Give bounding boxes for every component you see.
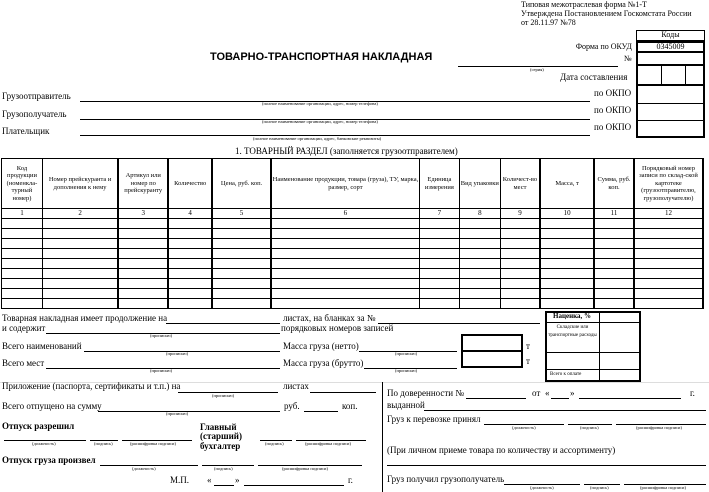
table-cell[interactable] <box>594 229 634 239</box>
table-cell[interactable] <box>459 289 500 299</box>
col-number: 2 <box>42 209 118 219</box>
table-cell[interactable] <box>168 279 212 289</box>
mass-gross-hint: (прописью) <box>395 368 418 373</box>
table-cell[interactable] <box>540 249 594 259</box>
table-cell[interactable] <box>2 289 43 299</box>
table-cell[interactable] <box>594 269 634 279</box>
okud-code-field[interactable]: 0345009 <box>636 41 705 53</box>
release-position-hint: (должность) <box>32 441 56 446</box>
consignee-label: Грузополучатель <box>2 109 67 119</box>
okpo-label-consignee: по ОКПО <box>594 105 632 115</box>
stamp-label: М.П. <box>170 475 190 485</box>
col-header: Сумма, руб. коп. <box>594 159 634 209</box>
proxy-year-label: г. <box>690 388 695 398</box>
table-cell[interactable] <box>459 259 500 269</box>
shipper-hint: (полное наименование организации, адрес, номер телефона) <box>262 101 378 106</box>
table-cell[interactable] <box>212 249 271 259</box>
table-cell[interactable] <box>271 269 419 279</box>
table-cell[interactable] <box>459 269 500 279</box>
received-signature-hint: (подпись) <box>590 485 609 490</box>
series-hint: (серия) <box>530 67 544 72</box>
chief-decode-hint: (расшифровка подписи) <box>305 441 351 446</box>
table-cell[interactable] <box>168 269 212 279</box>
issued-field[interactable] <box>424 410 706 411</box>
table-cell[interactable] <box>271 249 419 259</box>
markup-title: Наценка, % <box>553 312 592 320</box>
table-cell[interactable] <box>2 249 43 259</box>
continuation-label: Товарная накладная имеет продолжение на <box>2 313 168 323</box>
date-divider-1 <box>661 66 662 86</box>
table-cell[interactable] <box>42 279 118 289</box>
serial-records-label: порядковых номеров записей <box>281 323 394 333</box>
total-names-label: Всего наименований <box>2 341 82 351</box>
table-cell[interactable] <box>271 299 419 309</box>
col-number: 6 <box>271 209 419 219</box>
table-cell[interactable] <box>459 299 500 309</box>
table-cell[interactable] <box>500 259 540 269</box>
table-cell[interactable] <box>634 279 703 289</box>
form-date-line: от 28.11.97 №78 <box>521 17 576 27</box>
table-row <box>2 249 704 259</box>
cargo-accepted-label: Груз к перевозке принял <box>387 414 481 424</box>
table-cell[interactable] <box>634 219 703 229</box>
table-cell[interactable] <box>634 249 703 259</box>
records-hint: (прописью) <box>150 333 173 338</box>
personal-receipt-field[interactable] <box>387 465 706 466</box>
table-cell[interactable] <box>500 219 540 229</box>
table-cell[interactable] <box>594 289 634 299</box>
rub-label: руб. <box>284 401 300 411</box>
col-number: 12 <box>634 209 703 219</box>
table-cell[interactable] <box>634 269 703 279</box>
table-row <box>2 239 704 249</box>
chief-signature-hint: (подпись) <box>265 441 284 446</box>
mass-gross-label: Масса груза (брутто) <box>283 358 364 368</box>
attachment-hint: (прописью) <box>212 393 235 398</box>
table-cell[interactable] <box>118 229 168 239</box>
table-cell[interactable] <box>168 219 212 229</box>
release-decode-hint: (расшифровка подписи) <box>130 441 176 446</box>
table-number-row <box>2 209 704 219</box>
number-label: № <box>624 54 632 63</box>
table-cell[interactable] <box>540 279 594 289</box>
okpo-label-shipper: по ОКПО <box>594 88 632 98</box>
table-cell[interactable] <box>212 299 271 309</box>
payer-label: Плательщик <box>2 126 50 136</box>
table-cell[interactable] <box>419 219 459 229</box>
released-sum-label: Всего отпущено на сумму <box>2 401 102 411</box>
table-cell[interactable] <box>419 299 459 309</box>
table-cell[interactable] <box>500 229 540 239</box>
table-cell[interactable] <box>42 289 118 299</box>
table-cell[interactable] <box>594 239 634 249</box>
table-cell[interactable] <box>594 249 634 259</box>
table-cell[interactable] <box>419 259 459 269</box>
table-cell[interactable] <box>42 249 118 259</box>
table-cell[interactable] <box>594 259 634 269</box>
table-cell[interactable] <box>168 239 212 249</box>
table-cell[interactable] <box>2 269 43 279</box>
col-header: Цена, руб. коп. <box>212 159 271 209</box>
table-row <box>2 229 704 239</box>
stamp-month-field[interactable] <box>244 485 344 486</box>
table-row <box>2 269 704 279</box>
form-info <box>521 1 709 27</box>
col-number: 1 <box>2 209 43 219</box>
col-number: 7 <box>419 209 459 219</box>
consignee-hint: (полное наименование организации, адрес, номер телефона) <box>262 119 378 124</box>
col-header: Артикул или номер по прейскуранту <box>118 159 168 209</box>
table-row <box>2 279 704 289</box>
table-cell[interactable] <box>42 229 118 239</box>
col-header: Порядковый номер записи по склад-ской картотеке (грузоотправителю, грузополучателю) <box>634 159 703 209</box>
proxy-month-field[interactable] <box>579 398 681 399</box>
payer-hint: (полное наименование организации, адрес, банковские реквизиты) <box>253 136 382 141</box>
table-cell[interactable] <box>459 239 500 249</box>
table-cell[interactable] <box>212 219 271 229</box>
form-approval-line: Утверждена Постановлением Госкомстата России <box>521 8 692 18</box>
proxy-label: По доверенности № <box>387 388 464 398</box>
table-cell[interactable] <box>168 229 212 239</box>
table-cell[interactable] <box>2 229 43 239</box>
cargo-received-label: Груз получил грузополучатель <box>387 474 505 484</box>
proxy-day-field[interactable] <box>551 398 569 399</box>
stamp-day-field[interactable] <box>214 485 234 486</box>
table-cell[interactable] <box>168 259 212 269</box>
table-cell[interactable] <box>2 259 43 269</box>
released-signature-hint: (подпись) <box>214 466 233 471</box>
table-cell[interactable] <box>212 289 271 299</box>
contains-label: и содержит <box>2 323 46 333</box>
table-cell[interactable] <box>212 269 271 279</box>
table-cell[interactable] <box>419 239 459 249</box>
table-cell[interactable] <box>42 219 118 229</box>
table-row <box>2 299 704 309</box>
total-places-label: Всего мест <box>2 358 45 368</box>
released-decode-hint: (расшифровка подписи) <box>282 466 328 471</box>
table-cell[interactable] <box>118 289 168 299</box>
col-header: Вид упаковки <box>459 159 500 209</box>
markup-divider-1 <box>545 322 641 323</box>
table-cell[interactable] <box>500 289 540 299</box>
table-cell[interactable] <box>459 219 500 229</box>
accepted-position-hint: (должность) <box>512 425 536 430</box>
table-cell[interactable] <box>118 239 168 249</box>
table-cell[interactable] <box>271 279 419 289</box>
col-number: 8 <box>459 209 500 219</box>
received-decode-hint: (расшифровка подписи) <box>640 485 686 490</box>
release-allowed-label: Отпуск разрешил <box>2 421 75 431</box>
okpo-divider-2 <box>636 120 705 121</box>
released-position-hint: (должность) <box>132 466 156 471</box>
col-header: Единица измерения <box>419 159 459 209</box>
attachment-sheets-label: листах <box>283 381 309 391</box>
table-cell[interactable] <box>594 219 634 229</box>
col-header: Количество <box>168 159 212 209</box>
col-number: 5 <box>212 209 271 219</box>
markup-divider-2 <box>545 352 641 353</box>
total-names-hint: (прописью) <box>166 351 189 356</box>
col-header: Количест-во мест <box>500 159 540 209</box>
table-cell[interactable] <box>634 289 703 299</box>
table-cell[interactable] <box>168 289 212 299</box>
quote-close: » <box>235 475 240 485</box>
table-cell[interactable] <box>2 299 43 309</box>
table-cell[interactable] <box>271 289 419 299</box>
shipper-label: Грузоотправитель <box>2 91 71 101</box>
from-label: от <box>532 388 541 398</box>
continuation-sheets-field[interactable] <box>166 323 280 324</box>
accepted-signature-hint: (подпись) <box>580 425 599 430</box>
table-cell[interactable] <box>419 289 459 299</box>
table-cell[interactable] <box>118 219 168 229</box>
mass-net-hint: (прописью) <box>395 351 418 356</box>
table-cell[interactable] <box>168 249 212 259</box>
table-body <box>2 219 704 309</box>
table-cell[interactable] <box>459 279 500 289</box>
table-cell[interactable] <box>271 259 419 269</box>
col-number: 11 <box>594 209 634 219</box>
okpo-divider-1 <box>636 103 705 104</box>
table-cell[interactable] <box>42 259 118 269</box>
table-cell[interactable] <box>540 229 594 239</box>
table-cell[interactable] <box>42 239 118 249</box>
table-cell[interactable] <box>2 239 43 249</box>
table-cell[interactable] <box>540 239 594 249</box>
kop-label: коп. <box>342 401 358 411</box>
table-cell[interactable] <box>419 229 459 239</box>
table-cell[interactable] <box>118 269 168 279</box>
table-cell[interactable] <box>118 249 168 259</box>
okud-label: Форма по ОКУД <box>575 42 632 51</box>
forms-number-field[interactable] <box>378 323 540 324</box>
personal-receipt-label: (При личном приеме товара по количеству и ассортименту) <box>387 445 616 455</box>
warehouse-label: Складские или транспортные расходы <box>548 325 597 338</box>
col-header: Номер прейскуранта и дополнения к нему <box>42 159 118 209</box>
kop-field[interactable] <box>304 411 338 412</box>
col-header: Код продукции (номенкла-турный номер) <box>2 159 43 209</box>
table-cell[interactable] <box>500 239 540 249</box>
codes-header: Коды <box>636 30 705 41</box>
table-cell[interactable] <box>594 279 634 289</box>
col-number: 3 <box>118 209 168 219</box>
col-header: Масса, т <box>540 159 594 209</box>
table-cell[interactable] <box>118 299 168 309</box>
okpo-label-payer: по ОКПО <box>594 122 632 132</box>
table-cell[interactable] <box>634 259 703 269</box>
okpo-code-fields[interactable] <box>636 86 705 138</box>
stamp-year-label: г. <box>348 475 353 485</box>
mass-net-unit: т <box>526 341 530 351</box>
issued-label: выданной <box>387 400 425 410</box>
col-number: 9 <box>500 209 540 219</box>
table-cell[interactable] <box>168 299 212 309</box>
number-code-field[interactable] <box>636 53 705 66</box>
quote-open: « <box>207 475 212 485</box>
proxy-quote-open: « <box>545 388 550 398</box>
released-by-label: Отпуск груза произвел <box>2 455 96 465</box>
release-signature-hint: (подпись) <box>94 441 113 446</box>
table-cell[interactable] <box>634 299 703 309</box>
received-position-hint: (должность) <box>530 485 554 490</box>
form-type-line: Типовая межотраслевая форма №1-Т <box>521 0 647 9</box>
mass-net-label: Масса груза (нетто) <box>283 341 359 351</box>
lower-divider <box>382 382 383 492</box>
chief-accountant-label: Главный (старший) бухгалтер <box>200 422 242 451</box>
table-cell[interactable] <box>459 229 500 239</box>
col-number: 4 <box>168 209 212 219</box>
total-places-hint: (прописью) <box>150 368 173 373</box>
table-cell[interactable] <box>2 279 43 289</box>
table-cell[interactable] <box>419 249 459 259</box>
released-sum-field[interactable] <box>98 411 280 412</box>
mass-net-box[interactable] <box>461 334 523 352</box>
table-cell[interactable] <box>459 249 500 259</box>
table-cell[interactable] <box>500 279 540 289</box>
table-cell[interactable] <box>212 239 271 249</box>
table-cell[interactable] <box>212 259 271 269</box>
table-cell[interactable] <box>540 289 594 299</box>
markup-divider-3 <box>545 369 641 370</box>
goods-table <box>1 158 704 309</box>
date-code-field[interactable] <box>636 66 705 86</box>
table-cell[interactable] <box>500 299 540 309</box>
table-cell[interactable] <box>540 219 594 229</box>
table-cell[interactable] <box>634 239 703 249</box>
table-cell[interactable] <box>419 279 459 289</box>
mass-gross-unit: т <box>526 356 530 366</box>
date-label: Дата составления <box>560 72 628 82</box>
table-cell[interactable] <box>118 259 168 269</box>
table-cell[interactable] <box>42 269 118 279</box>
table-cell[interactable] <box>212 229 271 239</box>
total-pay-label: Всего к оплате <box>550 372 582 377</box>
table-cell[interactable] <box>419 269 459 279</box>
sheets-forms-label: листах, на бланках за № <box>283 313 376 323</box>
table-cell[interactable] <box>540 259 594 269</box>
attachment-label: Приложение (паспорта, сертификаты и т.п.) на <box>2 381 181 391</box>
document-title: ТОВАРНО-ТРАНСПОРТНАЯ НАКЛАДНАЯ <box>210 51 433 63</box>
col-header: Наименование продукции, товара (груза), ТУ, марка, размер, сорт <box>271 159 419 209</box>
proxy-quote-close: » <box>570 388 575 398</box>
table-header-row <box>2 159 704 209</box>
section-title: 1. ТОВАРНЫЙ РАЗДЕЛ (заполняется грузоотправителем) <box>235 146 458 156</box>
table-cell[interactable] <box>634 229 703 239</box>
mass-gross-box[interactable] <box>461 352 523 368</box>
table-cell[interactable] <box>271 239 419 249</box>
table-cell[interactable] <box>118 279 168 289</box>
table-row <box>2 289 704 299</box>
table-cell[interactable] <box>540 299 594 309</box>
table-cell[interactable] <box>540 269 594 279</box>
table-cell[interactable] <box>500 249 540 259</box>
table-row <box>2 219 704 229</box>
released-sum-hint: (прописью) <box>166 411 189 416</box>
col-number: 10 <box>540 209 594 219</box>
table-cell[interactable] <box>42 299 118 309</box>
accepted-decode-hint: (расшифровка подписи) <box>636 425 682 430</box>
attachment-sheets-field[interactable] <box>310 392 376 393</box>
table-cell[interactable] <box>594 299 634 309</box>
table-cell[interactable] <box>271 219 419 229</box>
date-divider-2 <box>685 66 686 86</box>
table-cell[interactable] <box>500 269 540 279</box>
proxy-number-field[interactable] <box>466 398 526 399</box>
table-cell[interactable] <box>212 279 271 289</box>
table-cell[interactable] <box>271 229 419 239</box>
table-cell[interactable] <box>2 219 43 229</box>
table-row <box>2 259 704 269</box>
